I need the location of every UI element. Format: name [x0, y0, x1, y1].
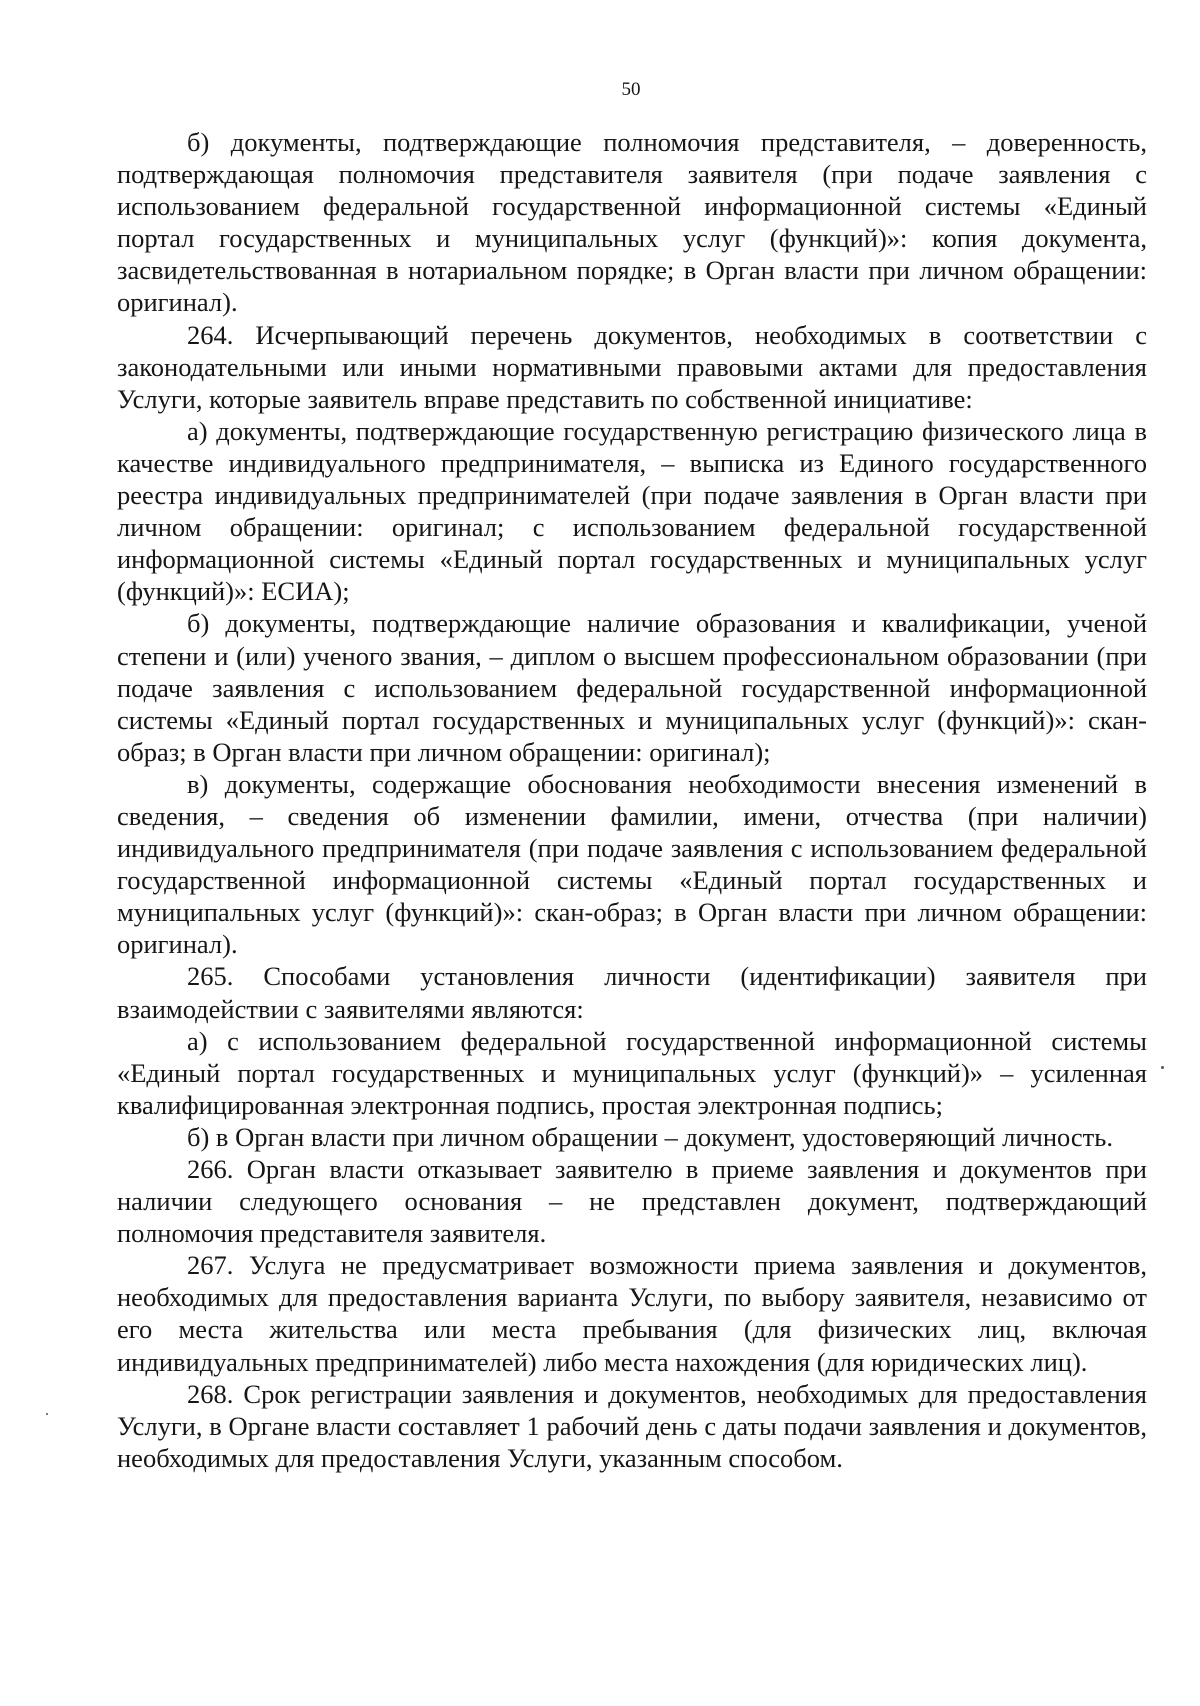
paragraph-266: 266. Орган власти отказывает заявителю в приеме заявления и документов при наличии следующего основания – не представлен документ, подтверждающий полномочия представителя заявителя. [117, 1154, 1147, 1249]
paragraph-a-epgu-signature: а) с использованием федеральной государственной информационной системы «Единый портал государственных и муниципальных услуг (функций)» – усиленная квалифицированная электронная подпись, простая электронная подпись; [117, 1025, 1147, 1120]
page-number: 50 [621, 79, 641, 100]
paragraph-a-state-registration: а) документы, подтверждающие государственную регистрацию физического лица в качестве индивидуального предпринимателя, – выписка из Единого государственного реестра индивидуальных предпринимателей (при подаче заявления в Орган власти при личном обращении: оригинал; с использованием федеральной государственной информационной системы «Единый портал государственных и муниципальных услуг (функций)»: ЕСИА); [117, 415, 1147, 607]
scan-speck [46, 1413, 48, 1415]
paragraph-b-representative-documents: б) документы, подтверждающие полномочия представителя, – доверенность, подтверждающая полномочия представителя заявителя (при подаче заявления с использованием федеральной государственной информационной системы «Единый портал государственных и муниципальных услуг (функций)»: копия документа, засвидетельствованная в нотариальном порядке; в Орган власти при личном обращении: оригинал). [117, 127, 1147, 318]
paragraph-265: 265. Способами установления личности (идентификации) заявителя при взаимодействии с заявителями являются: [117, 961, 1147, 1024]
paragraph-b-education-documents: б) документы, подтверждающие наличие образования и квалификации, ученой степени и (или) ученого звания, – диплом о высшем профессиональном образовании (при подаче заявления с использованием федеральной государственной информационной системы «Единый портал государственных и муниципальных услуг (функций)»: скан-образ; в Орган власти при личном обращении: оригинал); [117, 608, 1147, 767]
paragraph-267: 267. Услуга не предусматривает возможности приема заявления и документов, необходимых для предоставления варианта Услуги, по выбору заявителя, независимо от его места жительства или места пребывания (для физических лиц, включая индивидуальных предпринимателей) либо места нахождения (для юридических лиц). [117, 1250, 1147, 1377]
paragraph-v-change-justification: в) документы, содержащие обоснования необходимости внесения изменений в сведения, – сведения об изменении фамилии, имени, отчества (при наличии) индивидуального предпринимателя (при подаче заявления с использованием федеральной государственной информационной системы «Единый портал государственных и муниципальных услуг (функций)»: скан-образ; в Орган власти при личном обращении: оригинал). [117, 768, 1147, 960]
document-body [117, 126, 1147, 1474]
paragraph-b-personal-visit: б) в Орган власти при личном обращении – документ, удостоверяющий личность. [187, 1121, 1113, 1152]
paragraph-268: 268. Срок регистрации заявления и документов, необходимых для предоставления Услуги, в Органе власти составляет 1 рабочий день с даты подачи заявления и документов, необходимых для предоставления Услуги, указанным способом. [117, 1378, 1147, 1473]
scan-speck [1161, 1066, 1164, 1069]
paragraph-264: 264. Исчерпывающий перечень документов, необходимых в соответствии с законодательными или иными нормативными правовыми актами для предоставления Услуги, которые заявитель вправе представить по собственной инициативе: [117, 319, 1147, 414]
